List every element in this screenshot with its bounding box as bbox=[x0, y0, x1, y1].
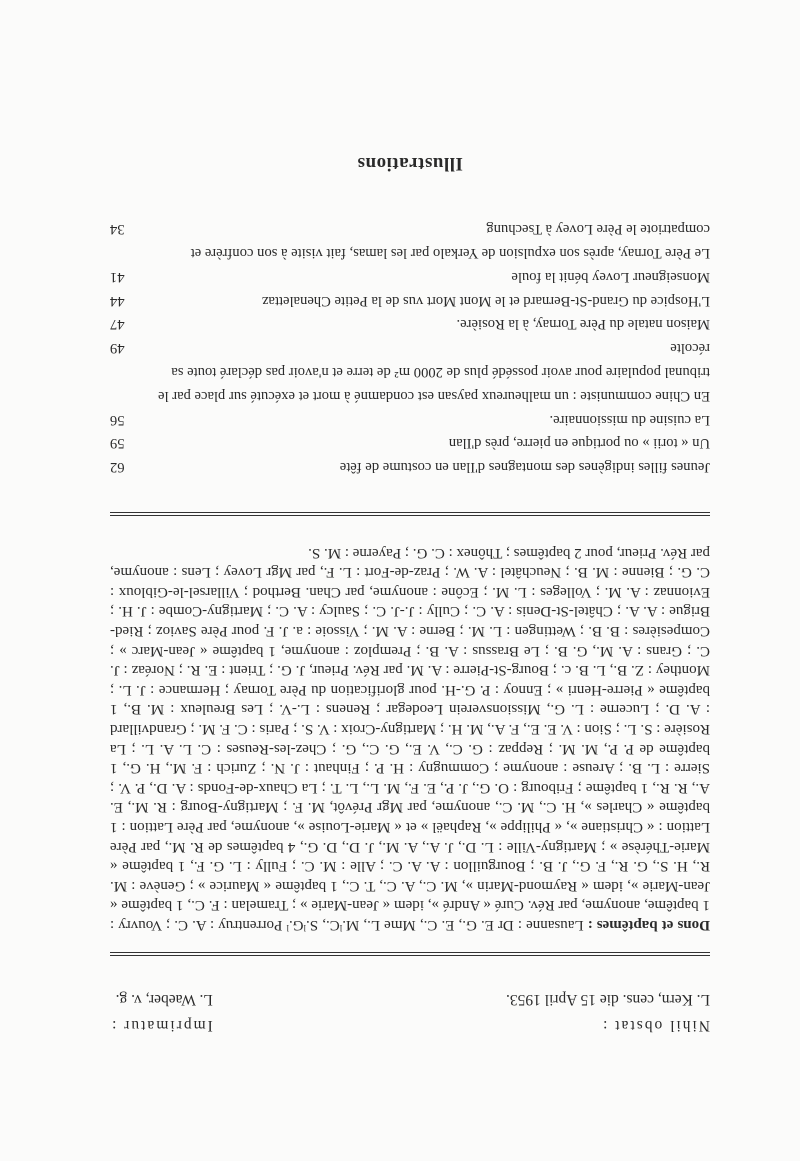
section-divider bbox=[110, 952, 710, 956]
list-item bbox=[110, 216, 710, 264]
illustration-page: 47 bbox=[110, 316, 125, 333]
illustration-page: 34 bbox=[110, 221, 125, 238]
donations-text: Lausanne : Dr E. G., E. C., Mme L., M.ˡC., S.ˡG.ˡ Porrentruy : A. C. ; Vouvry : 1 baptême, anonyme, par Rév. Curé « André », idem « Jean-Marie » ; Tramelan : F. C., 1 baptême « Jean-Marie », idem « Raymond-Marin », M. C., A. C., T. C., 1 baptême « Maurice » ; Genève : M. R., H. S., G. R., F. G., J. B. ; Bourguillon : A. A. C. ; Alle : M. C. ; Fully : L. G. F., 1 baptême « Marie-Thérèse » ; Martigny-Ville : L. D., J. A., A. M., J. D., D. G., 4 baptêmes de R. M., par Père Lattion : « Christiane », « Philippe », Raphaël » et « Marie-Louise », anonyme, par Père Lattion : 1 baptême « Charles », H. C., M. C., anonyme, par Mgr Prévôt, M. F. ; Martigny-Bourg : R. M., E. A., R. R., 1 baptême ; Fribourg : O. G., J. P., E. F., M. L., L. T. ; La Chaux-de-Fonds : A. D., P. V. ; Sierre : L. B. ; Areuse : anonyme ; Commugny : H. P. ; Finhaut : J. N. ; Zurich : F. M., H. G., 1 baptême de P. P., M. M. ; Reppaz : G. C., V. E., G. C., G. ; Chez-les-Reuses : C. L. A. L. ; La Rosière : S. L. ; Sion : V. E. E., F. A., M. H. ; Martigny-Croix : V. S. ; Paris : C. F. M. ; Grandvillard : A. D. ; Lucerne : L. G., Missionsverein Leodegar ; Renens : L.-V. ; Les Breuleux : M. B., 1 baptême « Pierre-Henri » ; Ennoy : P. G.-H. pour glorification du Père Tornay ; Hermance : J. L. ; Monthey : Z. B., L. B. c. ; Bourg-St-Pierre : A. M. par Rév. Prieur, J. G. ; Trient : E. R. ; Noréaz : J. C. ; Grans : A. M., G. B. ; Le Brassus : A. B. ; Premploz : anonyme, 1 baptême « Jean-Marc » ; Compesières : B. B. ; Wettingen : L. M. ; Berne : A. M. ; Vissoie : a. J. F. pour Père Savioz ; Ried-Brigue : A. A. ; Châtel-St-Denis : A. C. ; Cully : J.-J. C. ; Saulcy : A. C. ; Martigny-Combe : J. H. ; Evionnaz : A. M. ; Volleges : L. M. ; Ecône : anonyme, par Chan. Berthod ; Villarsel-le-Gibloux : C. G. ; Bienne : M. B. ; Neuchâtel : A. W. ; Praz-de-Fort : L. F., par Mgr Lovey ; Lens : anonyme, par Rév. Prieur, pour 2 baptêmes ; Thônex : C. G. ; Payerne : M. S. bbox=[109, 544, 710, 933]
list-item bbox=[110, 264, 710, 288]
section-divider bbox=[110, 512, 710, 516]
list-item bbox=[110, 407, 710, 431]
donations-paragraph bbox=[110, 542, 710, 934]
illustrations-title: Illustrations bbox=[357, 153, 463, 175]
list-item bbox=[110, 312, 710, 336]
imprimatur-signer: L. Waeber, v. g. bbox=[115, 991, 213, 1008]
imprimatur-label: Imprimatur : bbox=[110, 1017, 213, 1034]
illustration-caption: En Chine communiste : un malheureux paysan est condamné à mort et exécuté sur place par le tribunal populaire pour avoir possédé plus de 2000 m² de terre et n'avoir pas déclaré toute sa récolte bbox=[158, 340, 710, 404]
illustration-page: 49 bbox=[110, 340, 125, 357]
nihil-obstat-label: Nihil obstat : bbox=[601, 1017, 710, 1034]
illustration-caption: Maison natale du Père Tornay, à la Rosière. bbox=[456, 316, 710, 333]
approval-header bbox=[110, 986, 710, 1038]
nihil-obstat-signer: L. Kern, cens. die 15 April 1953. bbox=[505, 991, 710, 1008]
illustration-caption: Monseigneur Lovey bénit la foule bbox=[511, 268, 710, 285]
imprimatur-block bbox=[110, 986, 213, 1038]
illustration-page: 41 bbox=[110, 268, 125, 285]
illustration-caption: La cuisine du missionnaire. bbox=[549, 411, 710, 428]
list-item bbox=[110, 431, 710, 455]
illustration-page: 56 bbox=[110, 411, 125, 428]
illustration-caption: Jeunes filles indigènes des montagnes d'Ilan en costume de fête bbox=[339, 459, 710, 476]
list-item bbox=[110, 335, 710, 406]
illustrations-list bbox=[110, 216, 710, 478]
illustration-caption: Le Père Tornay, après son expulsion de Yerkalo par les lamas, fait visite à son confrère et compatriote le Père Lovey à Tsechung bbox=[190, 221, 710, 261]
illustration-page: 62 bbox=[110, 459, 125, 476]
illustration-page: 44 bbox=[110, 292, 125, 309]
illustration-caption: L'Hospice du Grand-St-Bernard et le Mont Mort vus de la Petite Chenalettaz bbox=[261, 292, 710, 309]
list-item bbox=[110, 288, 710, 312]
illustration-page: 59 bbox=[110, 435, 125, 452]
donations-title: Dons et baptêmes : bbox=[587, 917, 710, 933]
illustration-caption: Un « torii » ou portique en pierre, près d'Ilan bbox=[448, 435, 710, 452]
donations-section bbox=[110, 542, 710, 934]
list-item bbox=[110, 454, 710, 478]
nihil-obstat-block bbox=[506, 986, 710, 1038]
